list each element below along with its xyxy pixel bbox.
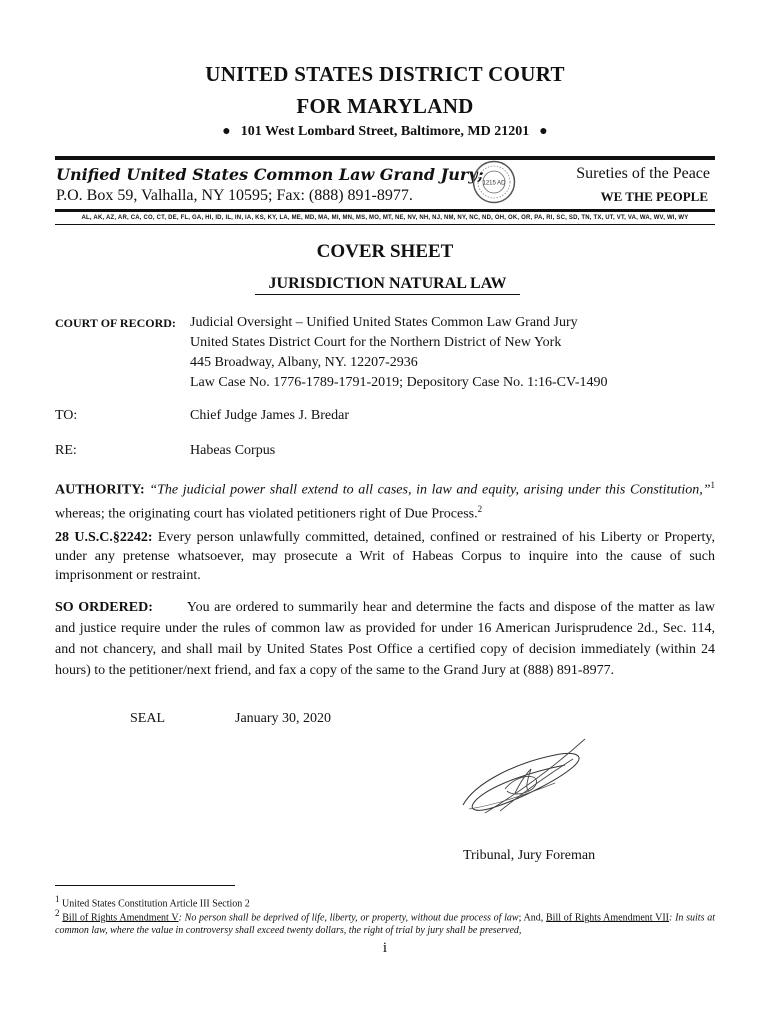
usc-paragraph [55,528,715,585]
footnote-2-text-1: : No person shall be deprived of life, liberty, or property, without due process of law [178,912,519,924]
footnote-2 [55,907,715,937]
footnote-2-link-amendment-vii[interactable]: Bill of Rights Amendment VII [546,912,669,924]
authority-quote: “The judicial power shall extend to all cases, in law and equity, arising under this Constitution,” [149,482,711,498]
grand-jury-address: P.O. Box 59, Valhalla, NY 10595; Fax: (888) 891-8977. [56,187,413,204]
authority-text: whereas; the originating court has violated petitioners right of Due Process. [55,506,478,522]
footnote-ref-2[interactable]: 2 [477,503,483,514]
footnote-1-number: 1 [55,894,60,904]
re-value: Habeas Corpus [190,443,276,458]
court-address [0,124,770,140]
court-title-line1: UNITED STATES DISTRICT COURT [205,62,565,86]
to-value: Chief Judge James J. Bredar [190,408,350,423]
usc-text: Every person unlawfully committed, detained, confined or restrained of his Liberty or Property, under any pretense whatsoever, may prosecute a Writ of Habeas Corpus to inquire into the cause of such imprisonment or restraint. [55,530,715,583]
seal-text: 1215 AD [482,180,506,187]
header-rule-middle [55,209,715,212]
court-title-line2: FOR MARYLAND [296,94,474,118]
footnote-divider [55,885,235,886]
so-ordered-text: You are ordered to summarily hear and determine the facts and dispose of the matter as law and justice require under the rules of common law as provided for under 16 American Jurisprudence 2d., Sec. 114, and not chancery, and shall mail by United States Post Office a certified copy of decision immediately (within 24 hours) to the petitioner/next friend, and fax a copy of the same to the Grand Jury at (888) 891-8977. [55,600,715,678]
court-of-record-line: Judicial Oversight – Unified United States Common Law Grand Jury [190,315,578,330]
footnote-ref-1[interactable]: 1 [710,480,716,490]
court-of-record-line: Law Case No. 1776-1789-1791-2019; Depository Case No. 1:16-CV-1490 [190,375,608,390]
usc-label: 28 U.S.C.§2242: [55,530,153,545]
court-of-record-line: United States District Court for the Northern District of New York [190,335,562,350]
authority-label: AUTHORITY: [55,482,145,498]
signature-image [455,733,615,823]
we-the-people: WE THE PEOPLE [600,189,708,204]
footnote-2-text-2: ; And, [518,912,547,924]
footnote-2-link-amendment-v[interactable]: Bill of Rights Amendment V [62,912,179,924]
so-ordered-label: SO ORDERED: [55,600,153,615]
to-label: TO: [55,408,78,423]
signer-title: Tribunal, Jury Foreman [463,848,596,863]
document-subtitle: JURISDICTION NATURAL LAW [255,275,520,295]
document-title: COVER SHEET [316,241,454,262]
header-rule-top [55,156,715,160]
header-rule-bottom [55,224,715,225]
re-label: RE: [55,443,77,458]
grand-jury-name: Unified United States Common Law Grand Jury; [56,165,484,184]
states-list: AL, AK, AZ, AR, CA, CO, CT, DE, FL, GA, HI, ID, IL, IN, IA, KS, KY, LA, ME, MD, MA, MI, MN, MS, MO, MT, NE, NV, NH, NJ, NM, NY, NC, ND, OH, OK, OR, PA, RI, SC, SD, TN, TX, UT, VT, VA, WA, WV, WI, WY [81,215,689,221]
seal-label: SEAL [130,711,165,726]
footnote-2-text-3: : In suits at common law, where the value in controversy shall exceed twenty dollars, the right of trial by jury shall be preserved, [55,912,715,937]
grand-jury-seal-icon [472,160,516,204]
page-number: i [382,940,388,956]
authority-paragraph [55,476,715,523]
court-of-record-label: COURT OF RECORD: [55,316,176,330]
bullet-icon: ● [222,124,231,139]
bullet-icon: ● [539,124,548,139]
signature-date: January 30, 2020 [235,711,332,726]
court-of-record-line: 445 Broadway, Albany, NY. 12207-2936 [190,355,418,370]
so-ordered-paragraph [55,597,715,681]
court-address-text: 101 West Lombard Street, Baltimore, MD 21201 [240,124,530,139]
footnote-2-number: 2 [55,908,60,918]
footnote-1-text: United States Constitution Article III Section 2 [62,898,250,910]
sureties-of-the-peace: Sureties of the Peace [576,165,710,182]
